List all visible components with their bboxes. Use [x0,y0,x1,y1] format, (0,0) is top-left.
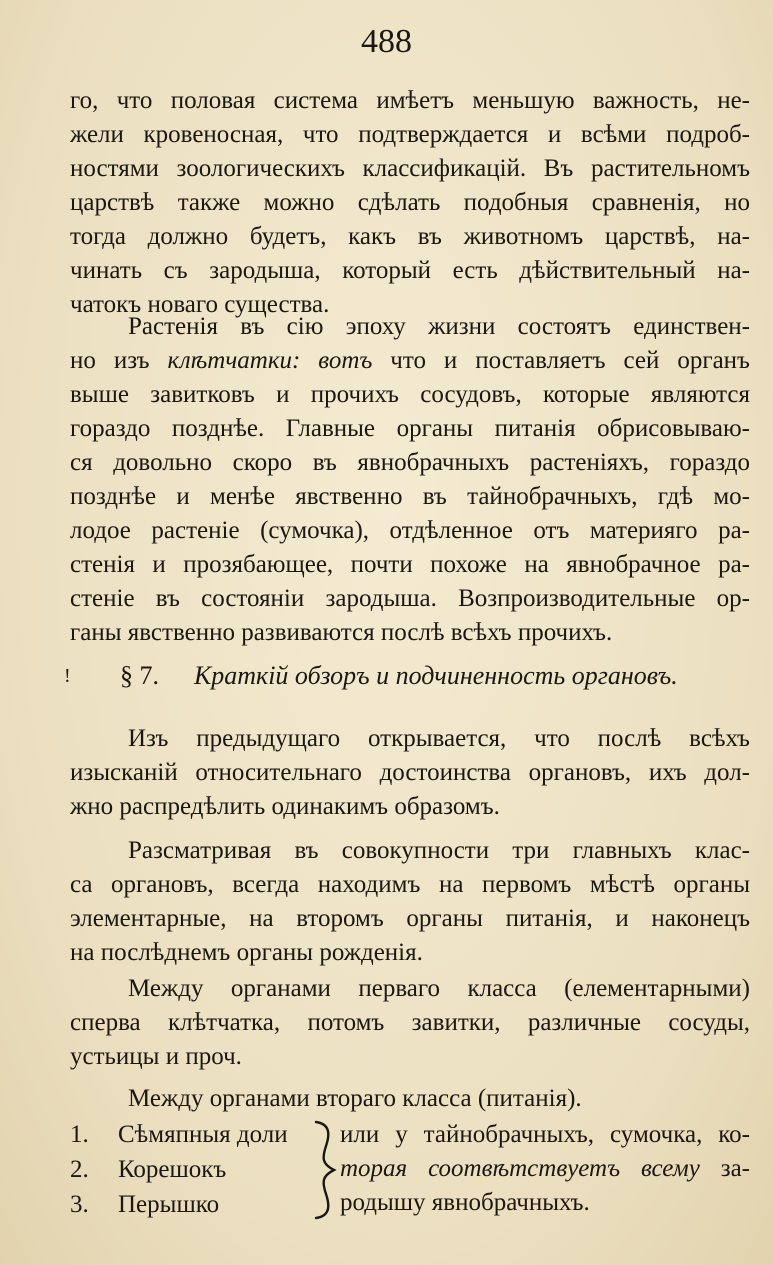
paragraph-2 [70,310,750,650]
margin-mark: ! [64,665,71,687]
list-number: 3. [70,1191,89,1218]
list-term: Сѣмяпныя доли [118,1121,288,1148]
paragraph-3 [70,722,750,824]
text-line: изысканій относительнаго достоинства органовъ, ихъ дол- [70,759,750,786]
text-line: выше завитковъ и прочихъ сосудовъ, которые являются [70,381,750,408]
text-line: или у тайнобрачныхъ, сумочка, ко- [340,1121,750,1148]
text-line: ся довольно скоро въ явнобрачныхъ растеніяхъ, гораздо [70,449,750,476]
text-line: элементарные, на второмъ органы питанія, и наконецъ [70,905,750,932]
italic-span: клѣтчатки: вотъ [167,347,373,374]
text-line: Между органами перваго класса (елементарными) [128,975,750,1002]
text-line: ностями зоологическихъ классификацій. Въ растительномъ [70,155,750,182]
paragraph-4 [70,834,750,970]
text-line: Изъ предыдущаго открывается, что послѣ всѣхъ [128,725,750,752]
text-line: Растенія въ сію эпоху жизни состоятъ единствен- [128,313,750,340]
text-line: гораздо позднѣе. Главные органы питанія обрисовываю- [70,415,750,442]
text-line: тогда должно будетъ, какъ въ животномъ царствѣ, на- [70,223,750,250]
text-line: Разсматривая въ совокупности три главныхъ клас- [128,837,750,864]
text-line: лодое растеніе (сумочка), отдѣленное отъ материяго ра- [70,517,750,544]
text-line: чатокъ новаго существа. [70,291,330,318]
text-line: чинать съ зародыша, который есть дѣйствительный на- [70,257,750,284]
text-line: Между органами втораго класса (питанія). [128,1085,582,1112]
text-line: го, что половая система имѣетъ меньшую важность, не- [70,87,750,114]
text-line: на послѣднемъ органы рожденія. [70,939,423,966]
italic-span: торая соотвѣтствуетъ всему [340,1155,700,1182]
text-line: са органовъ, всегда находимъ на первомъ мѣстѣ органы [70,871,750,898]
text-line: стеніе въ состояніи зародыша. Возпроизводительные ор- [70,585,750,612]
page-number: 488 [361,23,412,60]
list-description [340,1118,750,1220]
paragraph-5 [70,972,750,1074]
list-term: Корешокъ [118,1156,227,1183]
section-number: § 7. [120,661,159,690]
text-span: но изъ [70,347,168,374]
section-heading [64,656,750,696]
text-line [70,344,750,378]
organ-list [70,1118,750,1223]
text-span: за- [699,1155,750,1182]
text-line: жели кровеносная, что подтверждается и всѣми подроб- [70,121,750,148]
text-line: позднѣе и менѣе явственно въ тайнобрачныхъ, гдѣ мо- [70,483,750,510]
list-number: 1. [70,1121,89,1148]
text-line: жно распредѣлить одинакимъ образомъ. [70,793,500,820]
text-line: устьицы и проч. [70,1043,242,1070]
text-line: стенія и прозябающее, почти похоже на явнобрачное ра- [70,551,750,578]
curly-brace-icon [310,1120,340,1220]
text-line: царствѣ также можно сдѣлать подобныя сравненія, но [70,189,750,216]
text-line: родышу явнобрачныхъ. [340,1189,590,1216]
text-span: что и поставляетъ сей органъ [372,347,750,374]
section-title: Краткій обзоръ и подчиненность органовъ. [194,661,678,690]
text-line: ганы явственно развиваются послѣ всѣхъ прочихъ. [70,619,613,646]
text-line [340,1152,750,1186]
list-number: 2. [70,1156,89,1183]
list-term: Перышко [118,1191,220,1218]
paragraph-1 [70,84,750,322]
text-line: сперва клѣтчатка, потомъ завитки, различные сосуды, [70,1009,750,1036]
paragraph-6 [70,1082,750,1116]
